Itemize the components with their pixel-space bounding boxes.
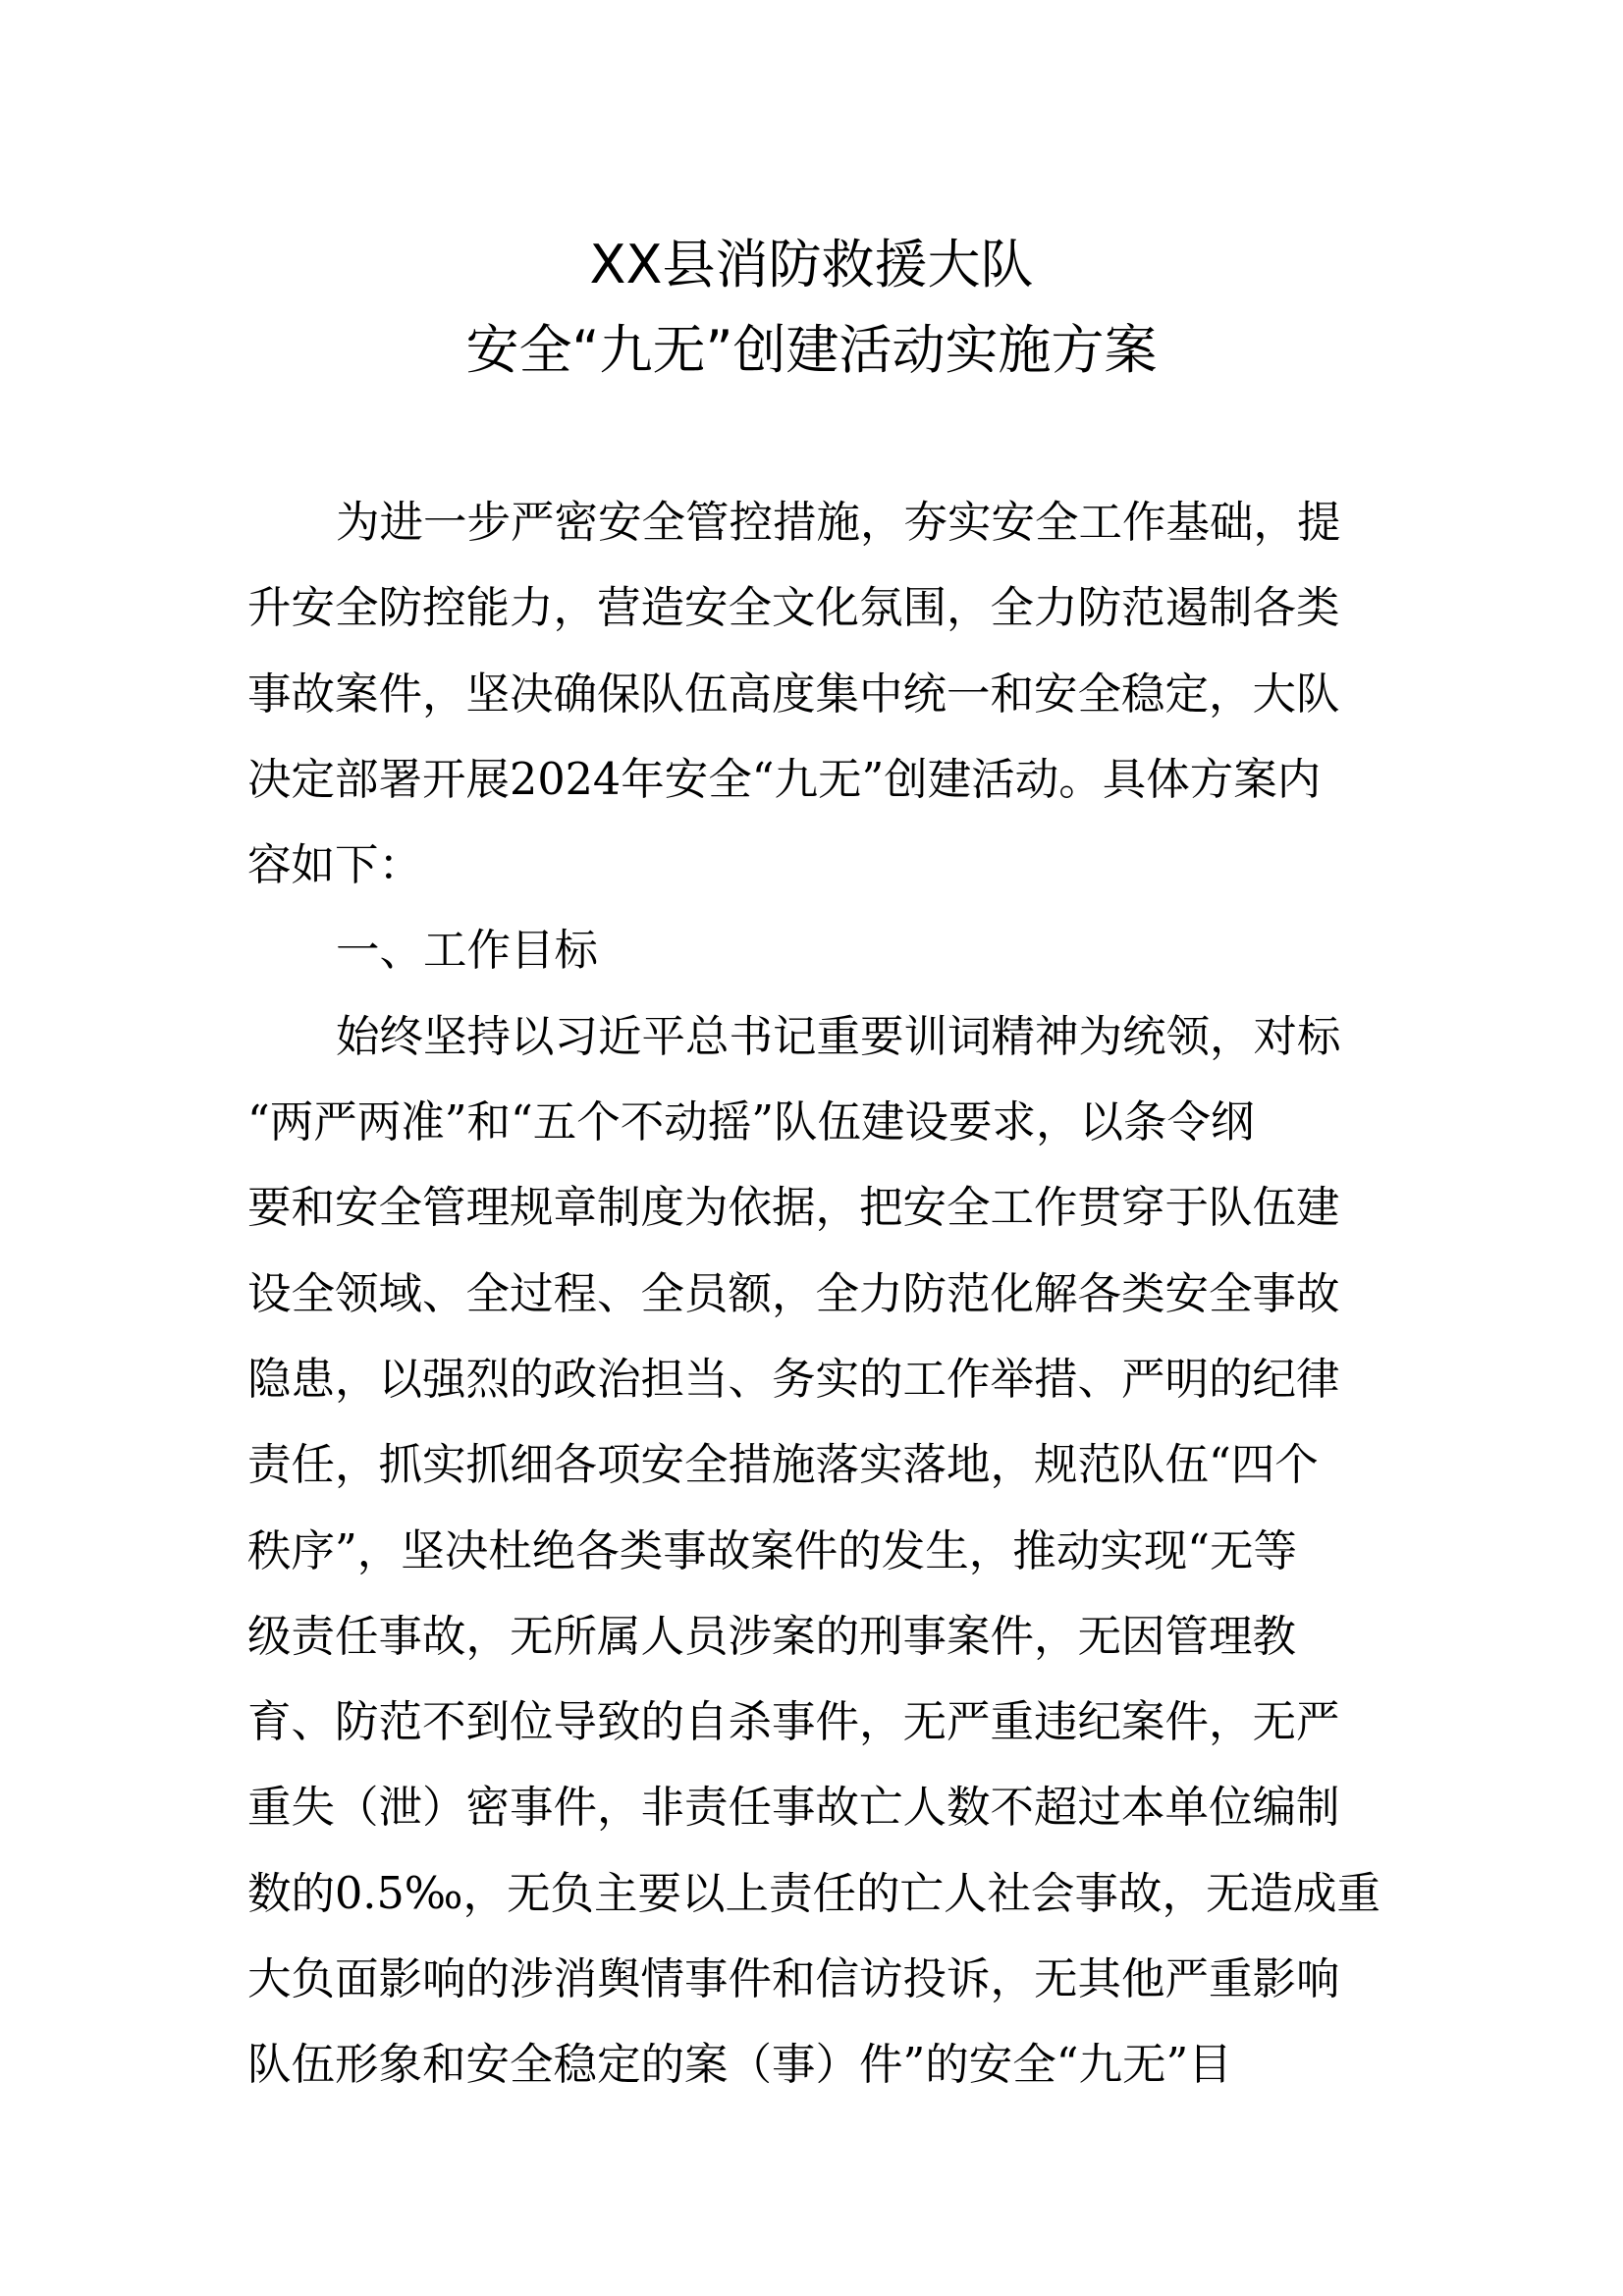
paragraph-line: 始终坚持以习近平总书记重要训词精神为统领，对标 [336,1011,1341,1062]
document-title-line-2: 安全“九无”创建活动实施方案 [465,319,1158,381]
paragraph-line: 秩序”，坚决杜绝各类事故案件的发生，推动实现“无等 [247,1525,1298,1576]
paragraph-line: 数的0.5‰，无负主要以上责任的亡人社会事故，无造成重 [247,1868,1380,1919]
section-heading: 一、工作目标 [336,926,599,977]
paragraph-line: 责任，抓实抓细各项安全措施落实落地，规范队伍“四个 [247,1440,1319,1491]
paragraph-line: 为进一步严密安全管控措施，夯实安全工作基础，提 [336,498,1341,548]
paragraph-line: 重失（泄）密事件，非责任事故亡人数不超过本单位编制 [247,1783,1340,1834]
paragraph-line: 事故案件，坚决确保队伍高度集中统一和安全稳定，大队 [247,668,1340,720]
document-body [247,480,1380,2109]
paragraph-line: 设全领域、全过程、全员额，全力防范化解各类安全事故 [247,1268,1340,1319]
paragraph-line: “两严两准”和“五个不动摇”队伍建设要求，以条令纲 [247,1097,1255,1148]
paragraph-line: 要和安全管理规章制度为依据，把安全工作贯穿于队伍建 [247,1183,1340,1234]
paragraph-line: 隐患，以强烈的政治担当、务实的工作举措、严明的纪律 [247,1354,1340,1405]
paragraph-line: 决定部署开展2024年安全“九无”创建活动。具体方案内 [247,754,1322,805]
paragraph-line: 队伍形象和安全稳定的案（事）件”的安全“九无”目 [247,2040,1232,2091]
paragraph-line: 容如下： [247,840,423,891]
paragraph-line: 升安全防控能力，营造安全文化氛围，全力防范遏制各类 [247,583,1340,634]
paragraph-line: 育、防范不到位导致的自杀事件，无严重违纪案件，无严 [247,1697,1340,1748]
paragraph-line: 大负面影响的涉消舆情事件和信访投诉，无其他严重影响 [247,1954,1340,2005]
paragraph-line: 级责任事故，无所属人员涉案的刑事案件，无因管理教 [247,1611,1297,1662]
document-title-line-1: XX县消防救援大队 [589,234,1034,295]
